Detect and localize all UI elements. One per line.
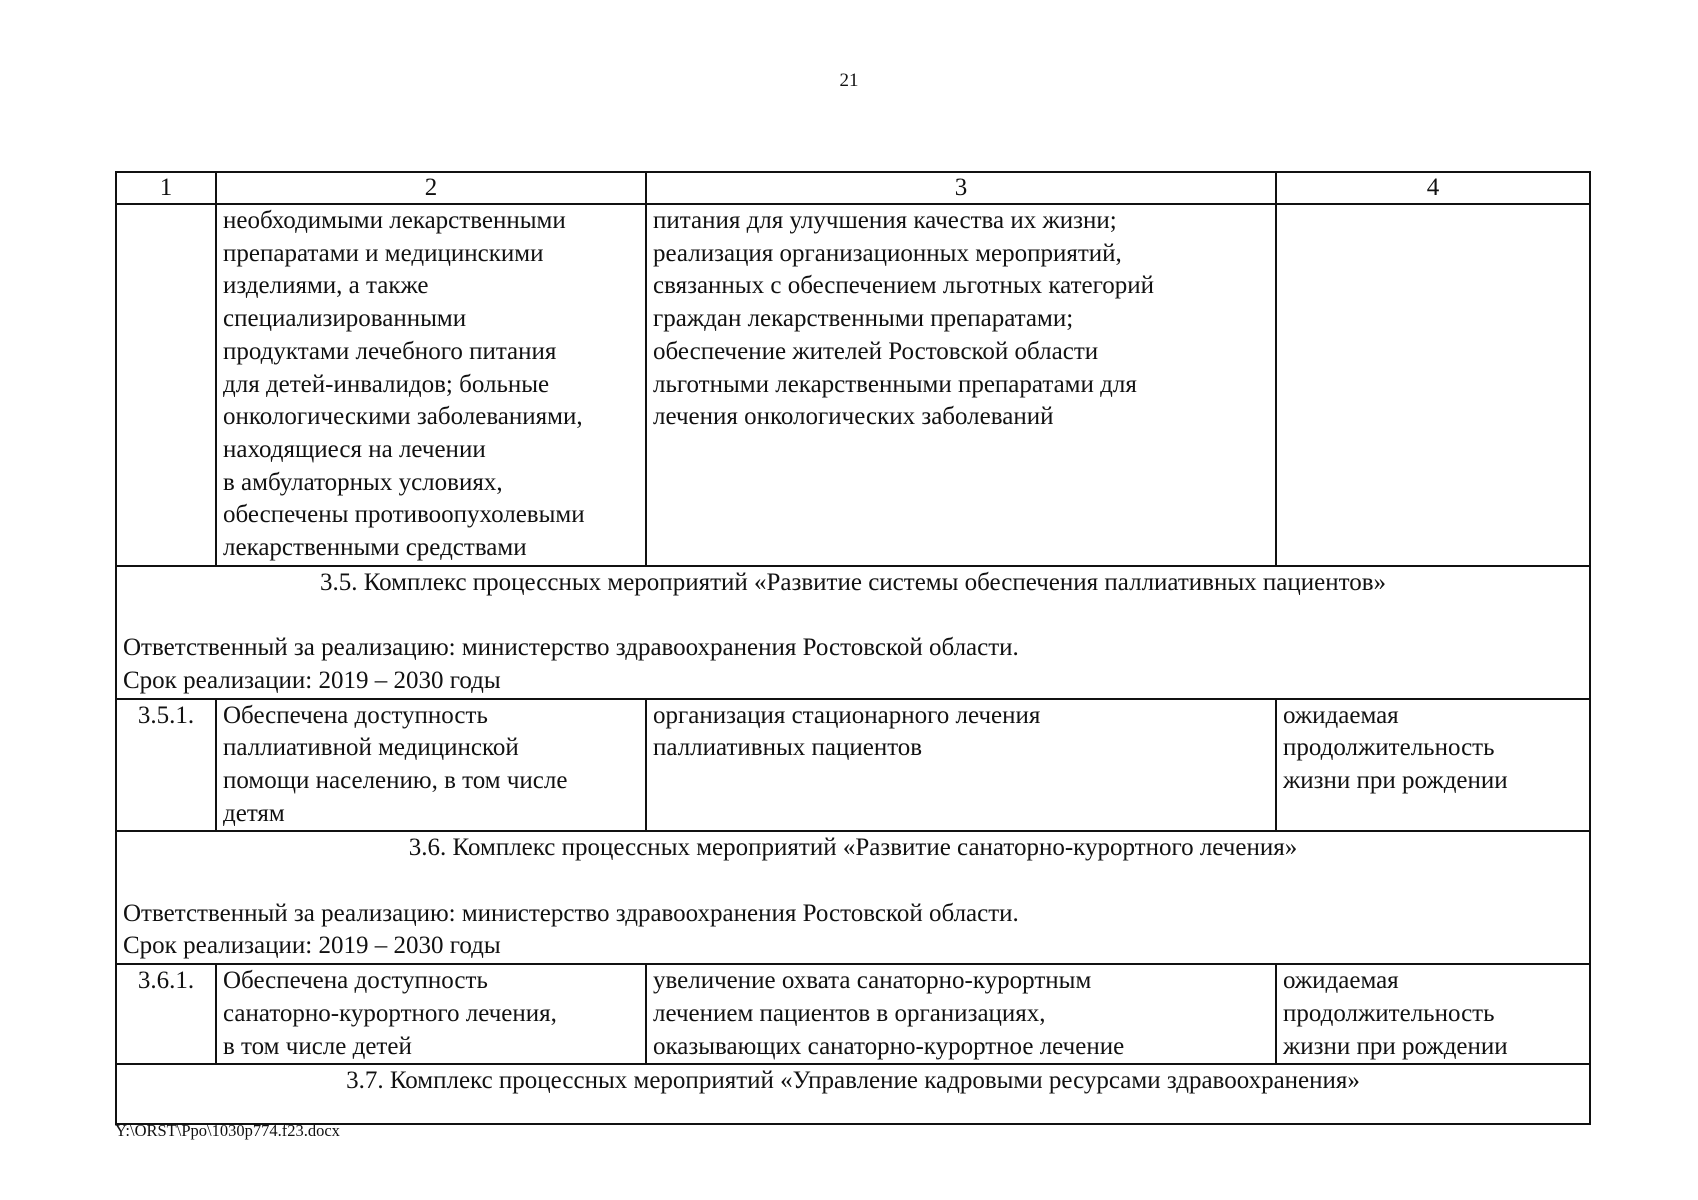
row-number (116, 204, 216, 566)
indicator-cell (1276, 699, 1590, 832)
cell-line: Обеспечена доступность (223, 967, 488, 995)
cell-line: Обеспечена доступность (223, 701, 488, 729)
indicator-cell (1276, 964, 1590, 1064)
cell-line: обеспечение жителей Ростовской области (653, 337, 1099, 365)
cell-line: продуктами лечебного питания (223, 337, 557, 365)
section-responsible: Ответственный за реализацию: министерство здравоохранения Ростовской области. (123, 634, 1019, 662)
cell-line: в амбулаторных условиях, (223, 468, 503, 496)
cell-line: онкологическими заболеваниями, (223, 403, 583, 431)
section-3-7 (116, 1064, 1590, 1124)
cell-line: изделиями, а также (223, 272, 429, 300)
cell-line: продолжительность (1283, 734, 1495, 762)
cell-line: лекарственными средствами (223, 534, 527, 562)
measures-cell (646, 699, 1276, 832)
cell-line: санаторно-курортного лечения, (223, 999, 557, 1027)
table-header-row (116, 172, 1590, 204)
cell-line: жизни при рождении (1283, 1032, 1508, 1060)
section-responsible: Ответственный за реализацию: министерство здравоохранения Ростовской области. (123, 899, 1019, 927)
page-number: 21 (839, 70, 859, 91)
section-3-6 (116, 831, 1590, 964)
cell-line: паллиативной медицинской (223, 734, 519, 762)
measures-cell (646, 964, 1276, 1064)
section-term: Срок реализации: 2019 – 2030 годы (123, 666, 501, 694)
cell-line: детям (223, 799, 285, 827)
section-title: 3.5. Комплекс процессных мероприятий «Развитие системы обеспечения паллиативных пациентов» (319, 568, 1387, 596)
table-row (116, 699, 1590, 832)
header-col-3: 3 (646, 172, 1276, 204)
cell-line: реализация организационных мероприятий, (653, 239, 1122, 267)
row-number: 3.5.1. (116, 699, 216, 832)
section-row (116, 831, 1590, 964)
cell-line: увеличение охвата санаторно-курортным (653, 967, 1092, 995)
cell-line: граждан лекарственными препаратами; (653, 305, 1074, 333)
result-cell (216, 204, 646, 566)
cell-line: лечения онкологических заболеваний (653, 403, 1054, 431)
cell-line: продолжительность (1283, 999, 1495, 1027)
header-col-2: 2 (216, 172, 646, 204)
cell-line: ожидаемая (1283, 967, 1399, 995)
row-number: 3.6.1. (116, 964, 216, 1064)
cell-line: оказывающих санаторно-курортное лечение (653, 1032, 1125, 1060)
result-cell (216, 964, 646, 1064)
header-col-1: 1 (116, 172, 216, 204)
cell-line: для детей-инвалидов; больные (223, 370, 550, 398)
result-cell (216, 699, 646, 832)
file-path: Y:\ORST\Ppo\1030p774.f23.docx (115, 1121, 340, 1140)
cell-line: лечением пациентов в организациях, (653, 999, 1046, 1027)
table-row (116, 204, 1590, 566)
cell-line: ожидаемая (1283, 701, 1399, 729)
cell-line: питания для улучшения качества их жизни; (653, 207, 1117, 234)
cell-line: паллиативных пациентов (653, 734, 923, 762)
header-col-4: 4 (1276, 172, 1590, 204)
table-row (116, 964, 1590, 1064)
section-title: 3.7. Комплекс процессных мероприятий «Управление кадровыми ресурсами здравоохранения» (346, 1067, 1360, 1095)
program-table (115, 171, 1591, 1125)
cell-line: помощи населению, в том числе (223, 766, 568, 794)
cell-line: специализированными (223, 305, 467, 333)
cell-line: в том числе детей (223, 1032, 412, 1060)
measures-cell (646, 204, 1276, 566)
cell-line: необходимыми лекарственными (223, 207, 566, 234)
cell-line: препаратами и медицинскими (223, 239, 544, 267)
section-row (116, 566, 1590, 699)
cell-line: связанных с обеспечением льготных категорий (653, 272, 1155, 300)
section-3-5 (116, 566, 1590, 699)
indicator-cell (1276, 204, 1590, 566)
section-row (116, 1064, 1590, 1124)
cell-line: находящиеся на лечении (223, 435, 486, 463)
section-term: Срок реализации: 2019 – 2030 годы (123, 932, 501, 960)
section-title: 3.6. Комплекс процессных мероприятий «Развитие санаторно-курортного лечения» (408, 834, 1298, 862)
cell-line: жизни при рождении (1283, 766, 1508, 794)
cell-line: организация стационарного лечения (653, 701, 1041, 729)
cell-line: обеспечены противоопухолевыми (223, 501, 585, 529)
cell-line: льготными лекарственными препаратами для (653, 370, 1137, 398)
